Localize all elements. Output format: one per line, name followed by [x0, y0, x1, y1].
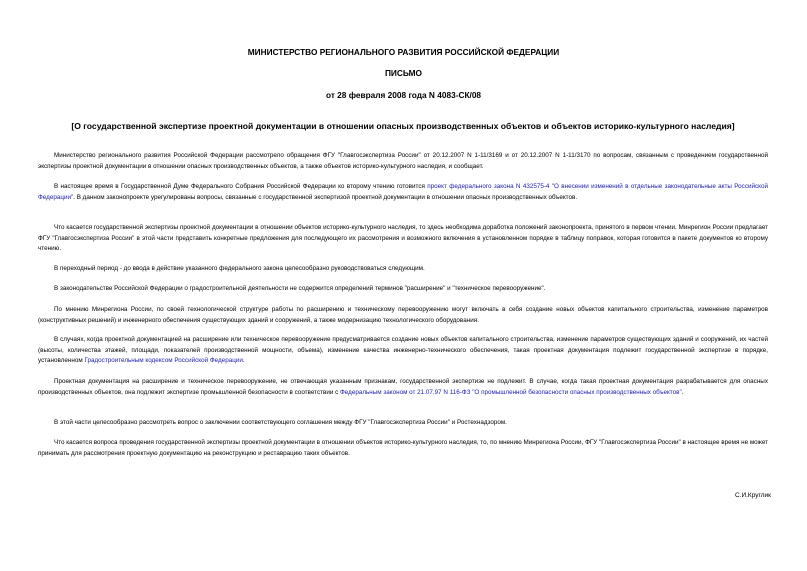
- paragraph-9: В этой части целесообразно рассмотреть вопрос о заключении соответствующего соглашения между ФГУ "Главгосэкспертиза России" и Ростехнадзором.: [54, 419, 507, 426]
- industrial-safety-law-link[interactable]: Федеральным законом от 21.07.97 N 116-ФЗ "О промышленной безопасности опасных производственных объектов": [340, 388, 682, 396]
- paragraph-8-text-b: .: [681, 388, 684, 396]
- draft-law-link[interactable]: проект федерального закона N 432575-4 "О внесении изменений в отдельные законодательные акты Российской Федерации": [38, 183, 768, 201]
- paragraph-7: [38, 335, 768, 367]
- document-type: ПИСЬМО: [384, 68, 423, 78]
- signature: С.И.Круглик: [734, 492, 771, 499]
- paragraph-3: Что касается государственной экспертизы проектной документации в отношении объектов историко-культурного наследия, то здесь необходима доработка положений законопроекта, принятого в первом чтении. Минрегион России предлагает ФГУ "Главгосэкспертиза России" в этой части представить конкретные предложения для последующего их рассмотрения и возможного включения в установленном порядке в таблицу поправок, которая готовится в пакете документов ко второму чтению.: [38, 224, 768, 252]
- paragraph-1: Министерство регионального развития Российской Федерации рассмотрело обращения ФГУ "Главгосэкспертиза России" от 20.12.2007 N 1-11/3169 и от 20.12.2007 N 1-11/3170 по вопросам, связанным с проведением государственной экспертизы проектной документации в отношении опасных производственных объектов, а также объектов историко-культурного наследия, и сообщает.: [38, 152, 768, 170]
- paragraph-5: В законодательстве Российской Федерации о градостроительной деятельности не содержится определений терминов "расширение" и "техническое перевооружение".: [54, 285, 546, 292]
- document-subject: [О государственной экспертизе проектной документации в отношении опасных производственных объектов и объектов историко-культурного наследия]: [71, 121, 735, 131]
- paragraph-2-text-a: В настоящее время в Государственной Думе Федерального Собрания Российской Федерации ко второму чтению готовится: [54, 183, 428, 190]
- paragraph-10: Что касается вопроса проведения государственной экспертизы проектной документации в отношении объектов историко-культурного наследия, то, по мнению Минрегиона России, ФГУ "Главгосэкспертиза России" в настоящее время не может принимать для рассмотрения проектную документацию на реконструкцию и реставрацию таких объектов.: [38, 439, 768, 457]
- ministry-heading: МИНИСТЕРСТВО РЕГИОНАЛЬНОГО РАЗВИТИЯ РОССИЙСКОЙ ФЕДЕРАЦИИ: [247, 47, 560, 57]
- paragraph-8-text-a: Проектная документация на расширение и техническое перевооружение, не отвечающая указанным признакам, государственной экспертизе не подлежит. В случае, когда такая проектная документация разрабатывается для опасных производственных объектов, она подлежит экспертизе промышленной безопасности в соответствии с: [38, 378, 768, 396]
- paragraph-4: В переходный период - до ввода в действие указанного федерального закона целесообразно руководствоваться следующим.: [54, 265, 425, 272]
- paragraph-8: [38, 377, 768, 398]
- paragraph-7-text-b: .: [242, 357, 245, 364]
- document-date-number: от 28 февраля 2008 года N 4083-СК/08: [325, 90, 482, 100]
- paragraph-2-text-b: . В данном законопроекте урегулированы вопросы, связанные с государственной экспертизой проектной документации в отношении опасных производственных объектов.: [73, 193, 578, 201]
- paragraph-2: [38, 182, 768, 203]
- paragraph-7-text-a: В случаях, когда проектной документацией на расширение или техническое перевооружение предусматривается создание новых объектов капитального строительства, изменение параметров существующих зданий и сооружений, их частей (высоты, количества этажей, площади, показателей производственной мощности, объема), изменение качества инженерно-технического обеспечения, такая проектная документация подлежит государственной экспертизе в порядке, установленном: [38, 336, 768, 364]
- paragraph-6: По мнению Минрегиона России, по своей технологической структуре работы по расширению и техническому перевооружению могут включать в себя создание новых объектов капитального строительства, изменение параметров (конструктивных решений) и инженерного обеспечения существующих зданий и сооружений, а также модернизацию технологического оборудования.: [38, 306, 768, 324]
- urban-planning-code-link[interactable]: Градостроительным кодексом Российской Федерации: [84, 357, 243, 364]
